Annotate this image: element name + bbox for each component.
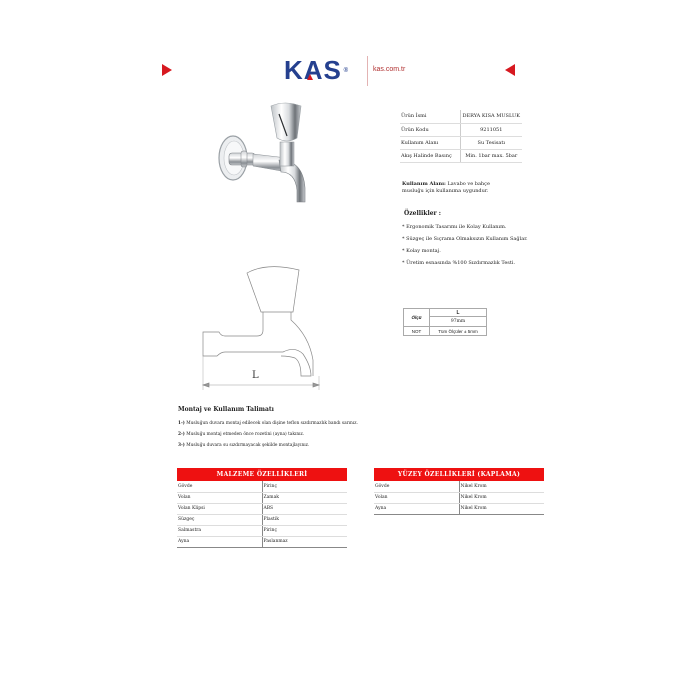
usage-text: Lavabo ve bahçe musluğu için kullanıma uygundur. bbox=[402, 181, 490, 194]
feature-item: * Kolay montaj. bbox=[402, 248, 441, 254]
part-material: Pirinç bbox=[262, 525, 347, 536]
label-usage-area: Kullanım Alanı bbox=[400, 136, 460, 149]
table-row bbox=[400, 123, 522, 136]
part-material: Pirinç bbox=[262, 481, 347, 492]
dimensions-table bbox=[403, 308, 487, 336]
part-name: Volan bbox=[374, 492, 459, 503]
instructions-list bbox=[178, 421, 358, 454]
value-pressure: Min. 1bar max. 5bar bbox=[460, 149, 522, 162]
features-title: Özellikler : bbox=[404, 210, 442, 217]
note-label: NOT bbox=[404, 327, 430, 336]
instruction-step: 1-) Musluğun duvara montaj edilecek olan dişine teflon sızdırmazlık bandı sarınız. bbox=[178, 421, 358, 426]
table-row bbox=[400, 149, 522, 162]
part-material: Plastik bbox=[262, 514, 347, 525]
value-product-name: DERYA KISA MUSLUK bbox=[460, 110, 522, 123]
dimension-value: 97mm bbox=[430, 317, 487, 327]
brand-name: KAS bbox=[284, 55, 342, 85]
red-arrow-right-icon bbox=[162, 64, 172, 76]
product-info-table bbox=[400, 110, 522, 163]
part-name: Ayna bbox=[374, 503, 459, 514]
feature-item: * Süzgeç ile Sıçrama Olmaksızın Kullanım Sağlar. bbox=[402, 236, 528, 242]
value-product-code: 9211051 bbox=[460, 123, 522, 136]
part-name: Volan bbox=[177, 492, 262, 503]
note-text: Tüm Ölçüler ± 5mm bbox=[430, 327, 487, 336]
part-finish: Nikel Krom bbox=[459, 503, 544, 514]
feature-item: * Ergonomik Tasarımı ile Kolay Kullanım. bbox=[402, 224, 507, 230]
part-name: Gövde bbox=[374, 481, 459, 492]
material-specs-title: MALZEME ÖZELLİKLERİ bbox=[177, 468, 347, 481]
dimension-column-header: L bbox=[430, 309, 487, 317]
usage-description bbox=[402, 181, 512, 195]
table-row bbox=[177, 514, 347, 525]
part-finish: Nikel Krom bbox=[459, 481, 544, 492]
instruction-step: 2-) Musluğu montaj etmeden önce rozetini (ayna) takınız. bbox=[178, 432, 305, 437]
label-product-name: Ürün İsmi bbox=[400, 110, 460, 123]
features-list bbox=[402, 224, 528, 272]
product-photo bbox=[205, 98, 325, 218]
part-name: Süzgeç bbox=[177, 514, 262, 525]
dimension-row-label: Ölçü bbox=[404, 309, 430, 327]
part-name: Salmastra bbox=[177, 525, 262, 536]
surface-specs-table bbox=[374, 468, 544, 515]
surface-specs-title: YÜZEY ÖZELLİKLERİ (KAPLAMA) bbox=[374, 468, 544, 481]
part-material: Paslanmaz bbox=[262, 536, 347, 547]
part-name: Gövde bbox=[177, 481, 262, 492]
registered-mark: ® bbox=[342, 66, 349, 74]
label-pressure: Akış Halinde Basınç bbox=[400, 149, 460, 162]
part-material: Zamak bbox=[262, 492, 347, 503]
table-row bbox=[177, 492, 347, 503]
technical-drawing bbox=[185, 250, 330, 390]
table-row bbox=[177, 481, 347, 492]
table-row bbox=[177, 503, 347, 514]
table-row bbox=[374, 503, 544, 514]
table-row bbox=[177, 536, 347, 547]
table-row bbox=[177, 525, 347, 536]
part-finish: Nikel Krom bbox=[459, 492, 544, 503]
part-material: ABS bbox=[262, 503, 347, 514]
table-row bbox=[400, 110, 522, 123]
feature-item: * Üretim esnasında %100 Sızdırmazlık Testi. bbox=[402, 260, 516, 266]
value-usage-area: Su Tesisatı bbox=[460, 136, 522, 149]
instructions-title: Montaj ve Kullanım Talimatı bbox=[178, 406, 274, 413]
table-row bbox=[374, 492, 544, 503]
header-divider bbox=[367, 56, 368, 86]
instruction-step: 3-) Musluğu duvara su sızdırmayacak şekilde montajlayınız. bbox=[178, 443, 310, 448]
brand-logo bbox=[284, 55, 349, 85]
part-name: Volan Klipsi bbox=[177, 503, 262, 514]
label-product-code: Ürün Kodu bbox=[400, 123, 460, 136]
drawing-dimension-label: L bbox=[252, 370, 259, 381]
table-row bbox=[400, 136, 522, 149]
usage-label: Kullanım Alanı: bbox=[402, 181, 446, 187]
red-arrow-left-icon bbox=[505, 64, 515, 76]
part-name: Ayna bbox=[177, 536, 262, 547]
website-link[interactable]: kas.com.tr bbox=[373, 66, 406, 73]
logo-accent-triangle-icon bbox=[307, 74, 313, 80]
material-specs-table bbox=[177, 468, 347, 548]
table-row bbox=[374, 481, 544, 492]
